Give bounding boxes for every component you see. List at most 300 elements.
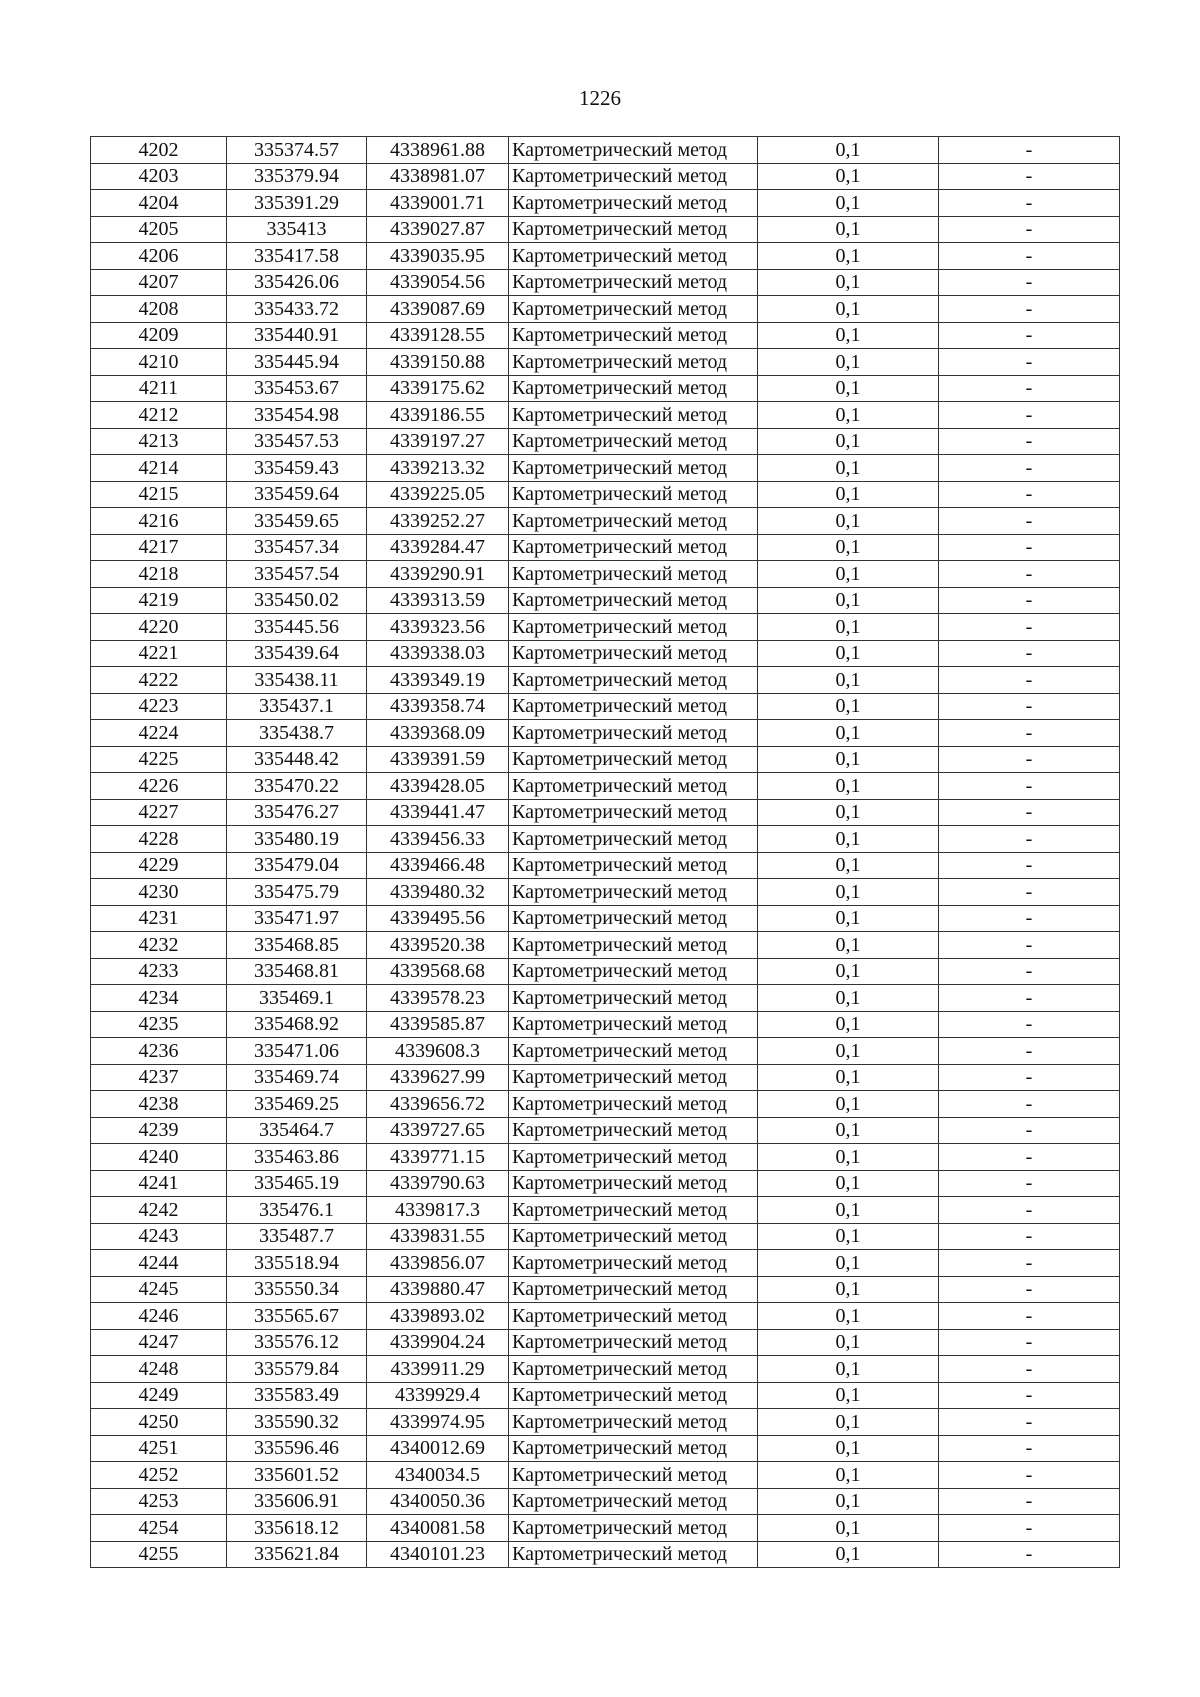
x-coordinate-cell: 335464.7 — [227, 1117, 367, 1144]
method-cell: Картометрический метод — [509, 402, 758, 429]
accuracy-cell: 0,1 — [758, 1250, 939, 1277]
table-row — [91, 932, 1120, 959]
note-cell: - — [939, 322, 1120, 349]
x-coordinate-cell: 335374.57 — [227, 137, 367, 164]
x-coordinate-cell: 335440.91 — [227, 322, 367, 349]
x-coordinate-cell: 335618.12 — [227, 1515, 367, 1542]
y-coordinate-cell: 4339175.62 — [367, 375, 509, 402]
accuracy-cell: 0,1 — [758, 1488, 939, 1515]
method-cell: Картометрический метод — [509, 534, 758, 561]
note-cell: - — [939, 852, 1120, 879]
accuracy-cell: 0,1 — [758, 932, 939, 959]
table-row — [91, 1409, 1120, 1436]
y-coordinate-cell: 4339480.32 — [367, 879, 509, 906]
y-coordinate-cell: 4339358.74 — [367, 693, 509, 720]
note-cell: - — [939, 561, 1120, 588]
point-number-cell: 4213 — [91, 428, 227, 455]
y-coordinate-cell: 4339290.91 — [367, 561, 509, 588]
method-cell: Картометрический метод — [509, 1462, 758, 1489]
accuracy-cell: 0,1 — [758, 1144, 939, 1171]
note-cell: - — [939, 693, 1120, 720]
table-row — [91, 1382, 1120, 1409]
y-coordinate-cell: 4339197.27 — [367, 428, 509, 455]
point-number-cell: 4222 — [91, 667, 227, 694]
method-cell: Картометрический метод — [509, 1170, 758, 1197]
accuracy-cell: 0,1 — [758, 1038, 939, 1065]
method-cell: Картометрический метод — [509, 587, 758, 614]
y-coordinate-cell: 4339323.56 — [367, 614, 509, 641]
y-coordinate-cell: 4338981.07 — [367, 163, 509, 190]
table-row — [91, 905, 1120, 932]
x-coordinate-cell: 335459.65 — [227, 508, 367, 535]
table-row — [91, 243, 1120, 270]
y-coordinate-cell: 4340050.36 — [367, 1488, 509, 1515]
point-number-cell: 4242 — [91, 1197, 227, 1224]
table-row — [91, 852, 1120, 879]
table-row — [91, 1356, 1120, 1383]
accuracy-cell: 0,1 — [758, 508, 939, 535]
note-cell: - — [939, 216, 1120, 243]
accuracy-cell: 0,1 — [758, 1356, 939, 1383]
method-cell: Картометрический метод — [509, 826, 758, 853]
method-cell: Картометрический метод — [509, 481, 758, 508]
y-coordinate-cell: 4339027.87 — [367, 216, 509, 243]
accuracy-cell: 0,1 — [758, 985, 939, 1012]
accuracy-cell: 0,1 — [758, 1515, 939, 1542]
method-cell: Картометрический метод — [509, 879, 758, 906]
note-cell: - — [939, 428, 1120, 455]
table-row — [91, 296, 1120, 323]
note-cell: - — [939, 1038, 1120, 1065]
method-cell: Картометрический метод — [509, 1250, 758, 1277]
accuracy-cell: 0,1 — [758, 322, 939, 349]
note-cell: - — [939, 826, 1120, 853]
x-coordinate-cell: 335454.98 — [227, 402, 367, 429]
accuracy-cell: 0,1 — [758, 852, 939, 879]
point-number-cell: 4229 — [91, 852, 227, 879]
method-cell: Картометрический метод — [509, 932, 758, 959]
accuracy-cell: 0,1 — [758, 587, 939, 614]
method-cell: Картометрический метод — [509, 1435, 758, 1462]
coordinates-table — [90, 136, 1120, 1568]
point-number-cell: 4244 — [91, 1250, 227, 1277]
accuracy-cell: 0,1 — [758, 1541, 939, 1568]
table-row — [91, 1462, 1120, 1489]
point-number-cell: 4232 — [91, 932, 227, 959]
y-coordinate-cell: 4339284.47 — [367, 534, 509, 561]
x-coordinate-cell: 335469.74 — [227, 1064, 367, 1091]
accuracy-cell: 0,1 — [758, 1223, 939, 1250]
note-cell: - — [939, 1356, 1120, 1383]
accuracy-cell: 0,1 — [758, 640, 939, 667]
method-cell: Картометрический метод — [509, 296, 758, 323]
table-row — [91, 1117, 1120, 1144]
table-row — [91, 216, 1120, 243]
x-coordinate-cell: 335448.42 — [227, 746, 367, 773]
accuracy-cell: 0,1 — [758, 269, 939, 296]
note-cell: - — [939, 190, 1120, 217]
accuracy-cell: 0,1 — [758, 799, 939, 826]
y-coordinate-cell: 4340081.58 — [367, 1515, 509, 1542]
note-cell: - — [939, 985, 1120, 1012]
note-cell: - — [939, 958, 1120, 985]
x-coordinate-cell: 335426.06 — [227, 269, 367, 296]
table-row — [91, 614, 1120, 641]
x-coordinate-cell: 335459.64 — [227, 481, 367, 508]
point-number-cell: 4252 — [91, 1462, 227, 1489]
y-coordinate-cell: 4339128.55 — [367, 322, 509, 349]
table-row — [91, 375, 1120, 402]
accuracy-cell: 0,1 — [758, 349, 939, 376]
note-cell: - — [939, 640, 1120, 667]
method-cell: Картометрический метод — [509, 667, 758, 694]
method-cell: Картометрический метод — [509, 1091, 758, 1118]
accuracy-cell: 0,1 — [758, 1197, 939, 1224]
point-number-cell: 4206 — [91, 243, 227, 270]
x-coordinate-cell: 335550.34 — [227, 1276, 367, 1303]
table-row — [91, 667, 1120, 694]
table-row — [91, 640, 1120, 667]
accuracy-cell: 0,1 — [758, 1462, 939, 1489]
note-cell: - — [939, 1117, 1120, 1144]
point-number-cell: 4235 — [91, 1011, 227, 1038]
x-coordinate-cell: 335470.22 — [227, 773, 367, 800]
page-number: 1226 — [579, 86, 621, 110]
table-row — [91, 1197, 1120, 1224]
point-number-cell: 4203 — [91, 163, 227, 190]
method-cell: Картометрический метод — [509, 693, 758, 720]
y-coordinate-cell: 4339466.48 — [367, 852, 509, 879]
x-coordinate-cell: 335565.67 — [227, 1303, 367, 1330]
table-row — [91, 1064, 1120, 1091]
accuracy-cell: 0,1 — [758, 1276, 939, 1303]
method-cell: Картометрический метод — [509, 216, 758, 243]
note-cell: - — [939, 614, 1120, 641]
point-number-cell: 4211 — [91, 375, 227, 402]
point-number-cell: 4248 — [91, 1356, 227, 1383]
x-coordinate-cell: 335621.84 — [227, 1541, 367, 1568]
table-row — [91, 561, 1120, 588]
note-cell: - — [939, 1488, 1120, 1515]
point-number-cell: 4215 — [91, 481, 227, 508]
y-coordinate-cell: 4339054.56 — [367, 269, 509, 296]
method-cell: Картометрический метод — [509, 1276, 758, 1303]
note-cell: - — [939, 1435, 1120, 1462]
method-cell: Картометрический метод — [509, 1541, 758, 1568]
point-number-cell: 4208 — [91, 296, 227, 323]
method-cell: Картометрический метод — [509, 958, 758, 985]
point-number-cell: 4202 — [91, 137, 227, 164]
method-cell: Картометрический метод — [509, 1011, 758, 1038]
x-coordinate-cell: 335450.02 — [227, 587, 367, 614]
point-number-cell: 4214 — [91, 455, 227, 482]
y-coordinate-cell: 4339349.19 — [367, 667, 509, 694]
table-row — [91, 879, 1120, 906]
point-number-cell: 4217 — [91, 534, 227, 561]
y-coordinate-cell: 4339911.29 — [367, 1356, 509, 1383]
method-cell: Картометрический метод — [509, 1515, 758, 1542]
method-cell: Картометрический метод — [509, 1223, 758, 1250]
note-cell: - — [939, 1462, 1120, 1489]
table-row — [91, 1276, 1120, 1303]
x-coordinate-cell: 335445.94 — [227, 349, 367, 376]
point-number-cell: 4212 — [91, 402, 227, 429]
point-number-cell: 4210 — [91, 349, 227, 376]
method-cell: Картометрический метод — [509, 349, 758, 376]
accuracy-cell: 0,1 — [758, 693, 939, 720]
table-row — [91, 1303, 1120, 1330]
method-cell: Картометрический метод — [509, 375, 758, 402]
x-coordinate-cell: 335471.06 — [227, 1038, 367, 1065]
x-coordinate-cell: 335518.94 — [227, 1250, 367, 1277]
x-coordinate-cell: 335475.79 — [227, 879, 367, 906]
table-row — [91, 163, 1120, 190]
method-cell: Картометрический метод — [509, 773, 758, 800]
accuracy-cell: 0,1 — [758, 137, 939, 164]
accuracy-cell: 0,1 — [758, 1170, 939, 1197]
accuracy-cell: 0,1 — [758, 1382, 939, 1409]
point-number-cell: 4207 — [91, 269, 227, 296]
table-row — [91, 799, 1120, 826]
note-cell: - — [939, 1329, 1120, 1356]
table-row — [91, 1170, 1120, 1197]
y-coordinate-cell: 4339441.47 — [367, 799, 509, 826]
x-coordinate-cell: 335465.19 — [227, 1170, 367, 1197]
method-cell: Картометрический метод — [509, 190, 758, 217]
method-cell: Картометрический метод — [509, 1329, 758, 1356]
note-cell: - — [939, 746, 1120, 773]
method-cell: Картометрический метод — [509, 163, 758, 190]
table-row — [91, 720, 1120, 747]
point-number-cell: 4204 — [91, 190, 227, 217]
y-coordinate-cell: 4339428.05 — [367, 773, 509, 800]
x-coordinate-cell: 335476.27 — [227, 799, 367, 826]
note-cell: - — [939, 1144, 1120, 1171]
point-number-cell: 4239 — [91, 1117, 227, 1144]
x-coordinate-cell: 335453.67 — [227, 375, 367, 402]
x-coordinate-cell: 335438.11 — [227, 667, 367, 694]
x-coordinate-cell: 335469.1 — [227, 985, 367, 1012]
x-coordinate-cell: 335579.84 — [227, 1356, 367, 1383]
x-coordinate-cell: 335457.54 — [227, 561, 367, 588]
note-cell: - — [939, 667, 1120, 694]
table-row — [91, 1435, 1120, 1462]
x-coordinate-cell: 335463.86 — [227, 1144, 367, 1171]
point-number-cell: 4233 — [91, 958, 227, 985]
x-coordinate-cell: 335379.94 — [227, 163, 367, 190]
point-number-cell: 4234 — [91, 985, 227, 1012]
y-coordinate-cell: 4340012.69 — [367, 1435, 509, 1462]
y-coordinate-cell: 4339035.95 — [367, 243, 509, 270]
table-row — [91, 137, 1120, 164]
x-coordinate-cell: 335469.25 — [227, 1091, 367, 1118]
x-coordinate-cell: 335487.7 — [227, 1223, 367, 1250]
x-coordinate-cell: 335476.1 — [227, 1197, 367, 1224]
method-cell: Картометрический метод — [509, 1197, 758, 1224]
point-number-cell: 4221 — [91, 640, 227, 667]
method-cell: Картометрический метод — [509, 1409, 758, 1436]
method-cell: Картометрический метод — [509, 269, 758, 296]
method-cell: Картометрический метод — [509, 720, 758, 747]
point-number-cell: 4230 — [91, 879, 227, 906]
note-cell: - — [939, 1382, 1120, 1409]
y-coordinate-cell: 4339585.87 — [367, 1011, 509, 1038]
method-cell: Картометрический метод — [509, 322, 758, 349]
table-row — [91, 1223, 1120, 1250]
y-coordinate-cell: 4339974.95 — [367, 1409, 509, 1436]
note-cell: - — [939, 1170, 1120, 1197]
note-cell: - — [939, 1515, 1120, 1542]
method-cell: Картометрический метод — [509, 1303, 758, 1330]
y-coordinate-cell: 4339001.71 — [367, 190, 509, 217]
accuracy-cell: 0,1 — [758, 1329, 939, 1356]
note-cell: - — [939, 932, 1120, 959]
note-cell: - — [939, 296, 1120, 323]
coordinates-table-body — [91, 137, 1120, 1568]
method-cell: Картометрический метод — [509, 1488, 758, 1515]
table-row — [91, 481, 1120, 508]
note-cell: - — [939, 481, 1120, 508]
accuracy-cell: 0,1 — [758, 296, 939, 323]
x-coordinate-cell: 335438.7 — [227, 720, 367, 747]
y-coordinate-cell: 4339856.07 — [367, 1250, 509, 1277]
y-coordinate-cell: 4339904.24 — [367, 1329, 509, 1356]
point-number-cell: 4231 — [91, 905, 227, 932]
y-coordinate-cell: 4339817.3 — [367, 1197, 509, 1224]
method-cell: Картометрический метод — [509, 137, 758, 164]
x-coordinate-cell: 335437.1 — [227, 693, 367, 720]
point-number-cell: 4246 — [91, 1303, 227, 1330]
method-cell: Картометрический метод — [509, 561, 758, 588]
table-row — [91, 1144, 1120, 1171]
accuracy-cell: 0,1 — [758, 1117, 939, 1144]
point-number-cell: 4209 — [91, 322, 227, 349]
method-cell: Картометрический метод — [509, 1117, 758, 1144]
accuracy-cell: 0,1 — [758, 773, 939, 800]
table-row — [91, 190, 1120, 217]
y-coordinate-cell: 4339495.56 — [367, 905, 509, 932]
x-coordinate-cell: 335445.56 — [227, 614, 367, 641]
y-coordinate-cell: 4339338.03 — [367, 640, 509, 667]
x-coordinate-cell: 335468.85 — [227, 932, 367, 959]
x-coordinate-cell: 335596.46 — [227, 1435, 367, 1462]
table-row — [91, 1091, 1120, 1118]
accuracy-cell: 0,1 — [758, 905, 939, 932]
point-number-cell: 4253 — [91, 1488, 227, 1515]
table-row — [91, 1541, 1120, 1568]
note-cell: - — [939, 1197, 1120, 1224]
accuracy-cell: 0,1 — [758, 746, 939, 773]
accuracy-cell: 0,1 — [758, 402, 939, 429]
table-row — [91, 534, 1120, 561]
method-cell: Картометрический метод — [509, 799, 758, 826]
y-coordinate-cell: 4339391.59 — [367, 746, 509, 773]
method-cell: Картометрический метод — [509, 455, 758, 482]
x-coordinate-cell: 335480.19 — [227, 826, 367, 853]
accuracy-cell: 0,1 — [758, 958, 939, 985]
y-coordinate-cell: 4338961.88 — [367, 137, 509, 164]
x-coordinate-cell: 335583.49 — [227, 1382, 367, 1409]
accuracy-cell: 0,1 — [758, 720, 939, 747]
point-number-cell: 4251 — [91, 1435, 227, 1462]
note-cell: - — [939, 402, 1120, 429]
accuracy-cell: 0,1 — [758, 667, 939, 694]
y-coordinate-cell: 4339929.4 — [367, 1382, 509, 1409]
accuracy-cell: 0,1 — [758, 534, 939, 561]
method-cell: Картометрический метод — [509, 1382, 758, 1409]
point-number-cell: 4225 — [91, 746, 227, 773]
method-cell: Картометрический метод — [509, 614, 758, 641]
point-number-cell: 4243 — [91, 1223, 227, 1250]
method-cell: Картометрический метод — [509, 1356, 758, 1383]
table-row — [91, 508, 1120, 535]
point-number-cell: 4216 — [91, 508, 227, 535]
table-row — [91, 269, 1120, 296]
y-coordinate-cell: 4339313.59 — [367, 587, 509, 614]
note-cell: - — [939, 1276, 1120, 1303]
y-coordinate-cell: 4339578.23 — [367, 985, 509, 1012]
note-cell: - — [939, 349, 1120, 376]
x-coordinate-cell: 335468.92 — [227, 1011, 367, 1038]
y-coordinate-cell: 4339880.47 — [367, 1276, 509, 1303]
x-coordinate-cell: 335413 — [227, 216, 367, 243]
point-number-cell: 4255 — [91, 1541, 227, 1568]
y-coordinate-cell: 4339252.27 — [367, 508, 509, 535]
table-row — [91, 826, 1120, 853]
table-row — [91, 1011, 1120, 1038]
point-number-cell: 4226 — [91, 773, 227, 800]
note-cell: - — [939, 534, 1120, 561]
y-coordinate-cell: 4340034.5 — [367, 1462, 509, 1489]
x-coordinate-cell: 335590.32 — [227, 1409, 367, 1436]
method-cell: Картометрический метод — [509, 428, 758, 455]
y-coordinate-cell: 4339771.15 — [367, 1144, 509, 1171]
y-coordinate-cell: 4339656.72 — [367, 1091, 509, 1118]
table-row — [91, 773, 1120, 800]
note-cell: - — [939, 243, 1120, 270]
y-coordinate-cell: 4339213.32 — [367, 455, 509, 482]
x-coordinate-cell: 335576.12 — [227, 1329, 367, 1356]
x-coordinate-cell: 335601.52 — [227, 1462, 367, 1489]
method-cell: Картометрический метод — [509, 1038, 758, 1065]
note-cell: - — [939, 375, 1120, 402]
accuracy-cell: 0,1 — [758, 481, 939, 508]
point-number-cell: 4247 — [91, 1329, 227, 1356]
note-cell: - — [939, 1409, 1120, 1436]
note-cell: - — [939, 879, 1120, 906]
accuracy-cell: 0,1 — [758, 826, 939, 853]
point-number-cell: 4245 — [91, 1276, 227, 1303]
note-cell: - — [939, 455, 1120, 482]
y-coordinate-cell: 4339608.3 — [367, 1038, 509, 1065]
accuracy-cell: 0,1 — [758, 375, 939, 402]
x-coordinate-cell: 335439.64 — [227, 640, 367, 667]
y-coordinate-cell: 4339087.69 — [367, 296, 509, 323]
note-cell: - — [939, 1223, 1120, 1250]
table-row — [91, 1250, 1120, 1277]
accuracy-cell: 0,1 — [758, 1435, 939, 1462]
method-cell: Картометрический метод — [509, 905, 758, 932]
note-cell: - — [939, 720, 1120, 747]
y-coordinate-cell: 4339893.02 — [367, 1303, 509, 1330]
method-cell: Картометрический метод — [509, 1144, 758, 1171]
note-cell: - — [939, 1091, 1120, 1118]
accuracy-cell: 0,1 — [758, 455, 939, 482]
accuracy-cell: 0,1 — [758, 614, 939, 641]
table-row — [91, 985, 1120, 1012]
y-coordinate-cell: 4339150.88 — [367, 349, 509, 376]
note-cell: - — [939, 163, 1120, 190]
